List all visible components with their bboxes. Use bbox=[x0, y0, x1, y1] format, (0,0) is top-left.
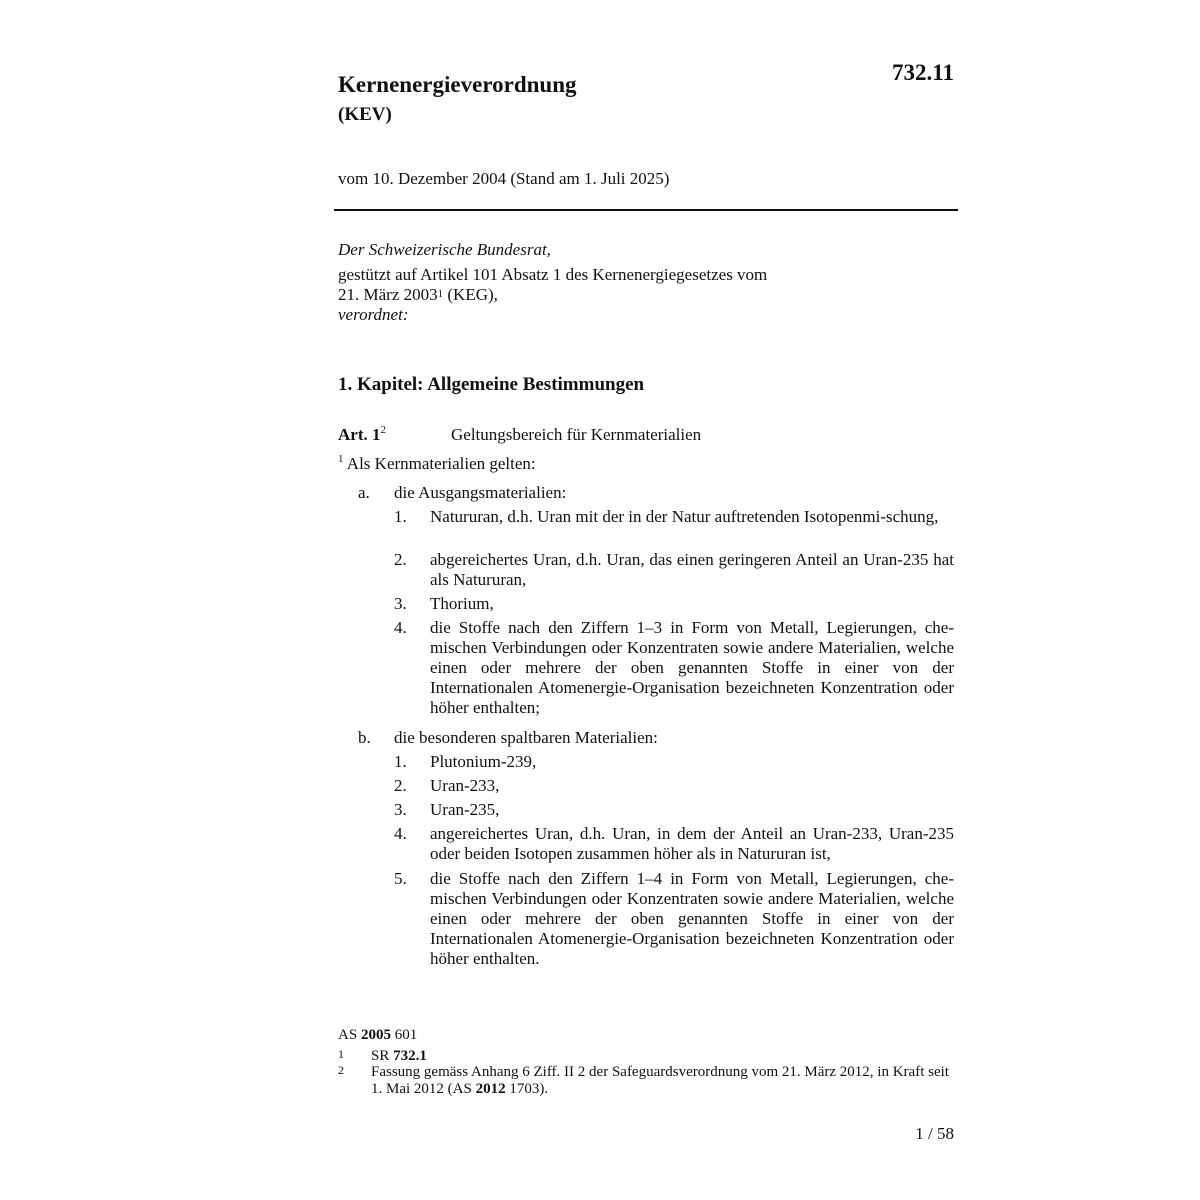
chapter-heading: 1. Kapitel: Allgemeine Bestimmungen bbox=[338, 374, 645, 395]
sub-item-text: die Stoffe nach den Ziffern 1–3 in Form von Metall, Legierungen, che-mischen Verbindungen oder Konzentraten sowie andere Materialien, welche einen oder mehrere der oben genannten Stoffe in einer von der Internationalen Atomenergie-Organisation bezeichneten Konzentration oder höher enthalten; bbox=[430, 618, 954, 717]
sr-number: 732.11 bbox=[892, 60, 954, 85]
preamble-authority: Der Schweizerische Bundesrat, bbox=[338, 240, 551, 259]
sub-item-number: 3. bbox=[394, 594, 407, 613]
footnote-text-post: 1703). bbox=[505, 1081, 549, 1097]
article-title: Geltungsbereich für Kernmaterialien bbox=[451, 425, 702, 444]
sub-item-text: angereichertes Uran, d.h. Uran, in dem der Anteil an Uran-233, Uran-235 oder beiden Isotopen zusammen höher als in Natururan ist, bbox=[430, 824, 954, 863]
sub-item-text: Thorium, bbox=[430, 594, 494, 613]
sub-item-text: die Stoffe nach den Ziffern 1–4 in Form von Metall, Legierungen, che-mischen Verbindungen oder Konzentraten sowie andere Materialien, welche einen oder mehrere der oben genannten Stoffe in einer von der Internationalen Atomenergie-Organisation bezeichneten Konzentration oder höher enthalten. bbox=[430, 869, 954, 968]
date-line: vom 10. Dezember 2004 (Stand am 1. Juli 2025) bbox=[338, 169, 670, 188]
list-item-letter: b. bbox=[358, 728, 371, 747]
article-paragraph-1 bbox=[338, 454, 536, 474]
footnote-number: 1 bbox=[338, 1047, 344, 1061]
sub-item-number: 1. bbox=[394, 752, 407, 771]
as-prefix: AS bbox=[338, 1027, 361, 1043]
sub-item-number: 2. bbox=[394, 776, 407, 795]
preamble-date: 21. März 2003 bbox=[338, 285, 438, 304]
article-label bbox=[338, 425, 386, 445]
sub-item-text: abgereichertes Uran, d.h. Uran, das einen geringeren Anteil an Uran-235 hat als Natururan, bbox=[430, 550, 954, 589]
footnote-ref-1[interactable]: 1 bbox=[437, 288, 444, 300]
official-compilation-ref bbox=[338, 1027, 417, 1044]
list-item-text: die Ausgangsmaterialien: bbox=[394, 483, 567, 502]
document-title: Kernenergieverordnung bbox=[338, 72, 577, 97]
sub-item-number: 4. bbox=[394, 618, 407, 637]
list-item-text: die besonderen spaltbaren Materialien: bbox=[394, 728, 658, 747]
footnote-ref-2[interactable]: 2 bbox=[380, 424, 386, 436]
footnote-text bbox=[371, 1048, 961, 1065]
sub-item-text: Natururan, d.h. Uran mit der in der Natur auftretenden Isotopenmi-schung, bbox=[430, 507, 939, 526]
page-number: 1 / 58 bbox=[915, 1124, 954, 1143]
list-item-letter: a. bbox=[358, 483, 370, 502]
header-divider bbox=[334, 209, 958, 211]
sub-item-number: 2. bbox=[394, 550, 407, 569]
paragraph-text: Als Kernmaterialien gelten: bbox=[343, 454, 536, 473]
footnote-text-pre: SR bbox=[371, 1048, 394, 1064]
footnote-text bbox=[371, 1064, 961, 1098]
sub-item-number: 5. bbox=[394, 869, 407, 888]
sub-item-text: Plutonium-239, bbox=[430, 752, 537, 771]
preamble bbox=[338, 240, 958, 325]
preamble-basis-line-2 bbox=[338, 285, 958, 305]
preamble-verb: verordnet: bbox=[338, 305, 409, 324]
as-page: 601 bbox=[390, 1027, 418, 1043]
paragraph-number: 1 bbox=[338, 453, 344, 465]
article-number: Art. 1 bbox=[338, 425, 381, 444]
footnote-text-pre: Fassung gemäss Anhang 6 Ziff. II 2 der Safeguardsverordnung vom 21. März 2012, in Kraft seit 1. Mai 2012 (AS bbox=[371, 1064, 949, 1097]
document-abbreviation: (KEV) bbox=[338, 104, 392, 125]
sub-item-text: Uran-233, bbox=[430, 776, 500, 795]
sub-item-number: 1. bbox=[394, 507, 407, 526]
sub-item-text: Uran-235, bbox=[430, 800, 500, 819]
preamble-abbrev: (KEG), bbox=[443, 285, 498, 304]
footnote-number: 2 bbox=[338, 1063, 344, 1077]
sub-item-number: 4. bbox=[394, 824, 407, 843]
as-year: 2005 bbox=[360, 1027, 391, 1043]
sub-item-number: 3. bbox=[394, 800, 407, 819]
footnote-text-bold: 2012 bbox=[475, 1081, 506, 1097]
footnote-text-bold: 732.1 bbox=[393, 1048, 427, 1064]
preamble-basis-line-1: gestützt auf Artikel 101 Absatz 1 des Kernenergiegesetzes vom bbox=[338, 265, 768, 284]
